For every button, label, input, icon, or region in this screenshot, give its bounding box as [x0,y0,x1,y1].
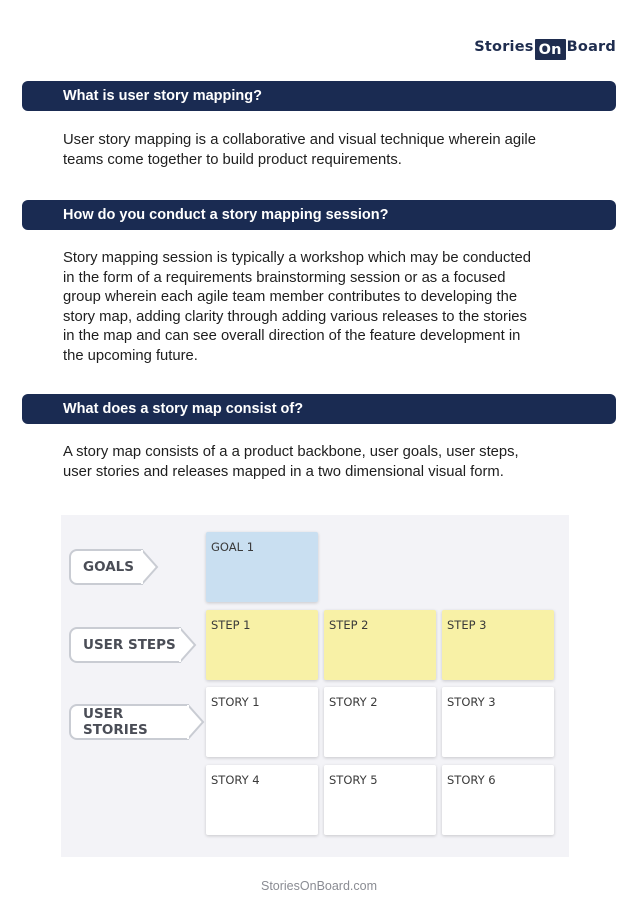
card-label: STORY 1 [211,695,260,709]
story-card [206,765,318,835]
section-heading-how-to-conduct [22,200,616,230]
card-label: STORY 4 [211,773,260,787]
section-heading-what-is [22,81,616,111]
card-label: STORY 3 [447,695,496,709]
card-label: STORY 6 [447,773,496,787]
section-paragraph-how-to-conduct [63,249,588,366]
story-map-diagram [61,515,569,857]
paragraph-line: in the map and can see overall direction of the feature development in [63,328,521,344]
row-label-user-stories [69,704,189,740]
card-label: STEP 2 [329,618,369,632]
card-label: STEP 3 [447,618,487,632]
paragraph-line: in the form of a requirements brainstorming session or as a focused [63,269,506,286]
section-heading-consist-of [22,394,616,424]
paragraph-line: user stories and releases mapped in a two dimensional visual form. [63,463,504,480]
row-label-goals [69,549,143,585]
step-card [442,610,554,680]
step-card [324,610,436,680]
section-paragraph-what-is [63,131,588,170]
section-paragraph-consist-of [63,443,588,482]
story-card [206,687,318,757]
card-label: GOAL 1 [211,540,255,554]
arrow-right-icon [179,627,197,663]
story-card [324,765,436,835]
brand-logo [474,33,616,61]
row-label-text: USER STEPS [83,637,176,653]
logo-text-stories: Stories [474,39,534,55]
section-heading-text: What does a story map consist of? [63,401,304,417]
story-card [442,687,554,757]
paragraph-line: User story mapping is a collaborative and visual technique wherein agile [63,132,536,148]
footer-url: StoriesOnBoard.com [260,879,378,893]
paragraph-line: teams come together to build product requirements. [63,151,402,168]
row-label-text: USER STORIES [83,706,148,738]
paragraph-line: the upcoming future. [63,347,198,364]
paragraph-line: group wherein each agile team member contributes to developing the [63,289,518,305]
arrow-right-icon [141,549,159,585]
story-card [442,765,554,835]
row-label-text: GOALS [83,559,134,575]
paragraph-line: A story map consists of a a product backbone, user goals, user steps, [63,444,519,460]
arrow-right-icon [187,704,205,740]
card-label: STEP 1 [211,618,251,632]
step-card [206,610,318,680]
story-card [324,687,436,757]
paragraph-line: story map, adding clarity through adding various releases to the stories [63,308,527,325]
logo-text-on: On [535,39,566,60]
section-heading-text: What is user story mapping? [63,88,262,104]
section-heading-text: How do you conduct a story mapping session? [63,207,389,223]
logo-text-board: Board [566,39,616,55]
card-label: STORY 2 [329,695,378,709]
goal-card [206,532,318,602]
paragraph-line: Story mapping session is typically a workshop which may be conducted [63,250,531,266]
card-label: STORY 5 [329,773,378,787]
row-label-user-steps [69,627,181,663]
